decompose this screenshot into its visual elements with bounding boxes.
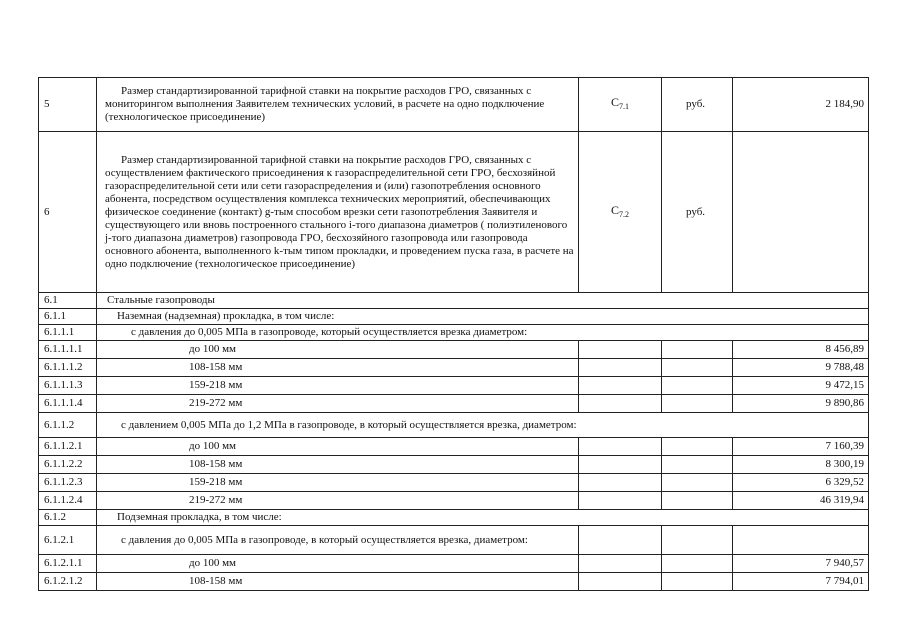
table-row <box>39 555 869 573</box>
table-row <box>39 438 869 456</box>
unit <box>662 341 733 359</box>
row-description-text: 108-158 мм <box>189 575 243 587</box>
rate-value <box>733 526 869 555</box>
rate-symbol <box>579 573 662 591</box>
unit: руб. <box>662 78 733 132</box>
table-row <box>39 492 869 510</box>
row-code: 6.1.1.1 <box>39 325 97 341</box>
unit <box>662 526 733 555</box>
rate-value: 9 890,86 <box>733 395 869 413</box>
row-code: 6.1.1.1.2 <box>39 359 97 377</box>
section-heading: Стальные газопроводы <box>97 293 869 309</box>
rate-symbol <box>579 555 662 573</box>
row-description <box>97 438 579 456</box>
row-description <box>97 395 579 413</box>
rate-symbol-letter: С <box>610 202 619 217</box>
unit <box>662 359 733 377</box>
row-description <box>97 341 579 359</box>
section-heading: с давлением 0,005 МПа до 1,2 МПа в газопроводе, в который осуществляется врезка, диаметром: <box>97 413 869 438</box>
row-code: 6.1 <box>39 293 97 309</box>
rate-value: 6 329,52 <box>733 474 869 492</box>
row-code: 6.1.2.1.1 <box>39 555 97 573</box>
section-heading: Наземная (надземная) прокладка, в том числе: <box>97 309 869 325</box>
row-description-text: 159-218 мм <box>189 379 243 391</box>
table-row <box>39 309 869 325</box>
table-row <box>39 474 869 492</box>
row-description <box>97 492 579 510</box>
rate-value <box>733 132 869 293</box>
rate-symbol <box>579 438 662 456</box>
rate-symbol-subscript: 7.2 <box>619 209 629 219</box>
row-description-text: до 100 мм <box>189 343 237 355</box>
rate-symbol-letter: С <box>610 95 619 109</box>
row-description-text: 108-158 мм <box>189 458 243 470</box>
row-description <box>97 555 579 573</box>
rate-symbol <box>579 377 662 395</box>
table-row <box>39 526 869 555</box>
row-description-text: 159-218 мм <box>189 476 243 488</box>
row-code: 6.1.1.1.1 <box>39 341 97 359</box>
unit <box>662 573 733 591</box>
row-code: 6.1.1.2.2 <box>39 456 97 474</box>
rate-symbol <box>579 395 662 413</box>
row-description-text: 219-272 мм <box>189 494 243 506</box>
section-heading: Подземная прокладка, в том числе: <box>97 510 869 526</box>
unit <box>662 474 733 492</box>
table-row <box>39 377 869 395</box>
row-description <box>97 474 579 492</box>
rate-value: 46 319,94 <box>733 492 869 510</box>
rate-value: 7 160,39 <box>733 438 869 456</box>
rate-symbol <box>579 341 662 359</box>
unit <box>662 555 733 573</box>
row-description-text: с давления до 0,005 МПа в газопроводе, в который осуществляется врезка, диаметром: <box>121 533 528 546</box>
rate-value: 7 940,57 <box>733 555 869 573</box>
rate-symbol <box>579 474 662 492</box>
table-row <box>39 78 869 132</box>
row-code: 6.1.1.2.3 <box>39 474 97 492</box>
table-row <box>39 132 869 293</box>
tariff-table-body <box>39 78 869 591</box>
table-row <box>39 359 869 377</box>
row-code: 6.1.1.2.1 <box>39 438 97 456</box>
row-code: 6.1.1 <box>39 309 97 325</box>
row-description <box>97 78 579 132</box>
rate-value: 2 184,90 <box>733 78 869 132</box>
unit <box>662 395 733 413</box>
table-row <box>39 325 869 341</box>
unit <box>662 456 733 474</box>
unit <box>662 492 733 510</box>
rate-value: 9 472,15 <box>733 377 869 395</box>
row-code: 6 <box>39 132 97 293</box>
unit <box>662 438 733 456</box>
row-code: 6.1.1.1.4 <box>39 395 97 413</box>
row-description <box>97 526 579 555</box>
row-description-text: Размер стандартизированной тарифной ставки на покрытие расходов ГРО, связанных с осуществлением фактического присоединения к газораспределительной сети ГРО, бесхозяйной газораспределительной сети или сети газораспределения и (или) газопотребления основного абонента, посредством осуществления комплекса технических мероприятий, обеспечивающих физическое соединение (контакт) g-тым способом врезки сети газопотребления Заявителя и существующего или вновь построенного стального i-того диапазона диаметров ( полиэтиленового j-того диапазона диаметров) газопровода ГРО, бесхозяйного газопровода или газопровода основного абонента, выполненного k-тым типом прокладки, и проведением пуска газа, в расчете на одно подключение (технологическое присоединение) <box>105 153 574 270</box>
section-heading: с давления до 0,005 МПа в газопроводе, который осуществляется врезка диаметром: <box>97 325 869 341</box>
row-description-text: 219-272 мм <box>189 397 243 409</box>
row-code: 6.1.2 <box>39 510 97 526</box>
row-code: 6.1.1.1.3 <box>39 377 97 395</box>
row-code: 6.1.1.2.4 <box>39 492 97 510</box>
rate-symbol-subscript: 7.1 <box>619 102 629 111</box>
row-description <box>97 377 579 395</box>
table-row <box>39 341 869 359</box>
row-description-text: до 100 мм <box>189 440 237 452</box>
table-row <box>39 573 869 591</box>
row-code: 6.1.2.1.2 <box>39 573 97 591</box>
table-row <box>39 395 869 413</box>
rate-value: 8 456,89 <box>733 341 869 359</box>
row-description <box>97 573 579 591</box>
table-row <box>39 510 869 526</box>
table-row <box>39 456 869 474</box>
rate-symbol <box>579 492 662 510</box>
table-row <box>39 413 869 438</box>
row-description-text: до 100 мм <box>189 557 237 569</box>
rate-symbol <box>579 78 662 132</box>
table-row <box>39 293 869 309</box>
row-code: 5 <box>39 78 97 132</box>
rate-value: 7 794,01 <box>733 573 869 591</box>
row-code: 6.1.2.1 <box>39 526 97 555</box>
unit <box>662 377 733 395</box>
rate-symbol <box>579 526 662 555</box>
row-description <box>97 132 579 293</box>
rate-value: 8 300,19 <box>733 456 869 474</box>
row-description <box>97 456 579 474</box>
tariff-table <box>38 77 869 591</box>
row-code: 6.1.1.2 <box>39 413 97 438</box>
row-description <box>97 359 579 377</box>
row-description-text: 108-158 мм <box>189 361 243 373</box>
rate-symbol <box>579 132 662 293</box>
rate-value: 9 788,48 <box>733 359 869 377</box>
rate-symbol <box>579 359 662 377</box>
unit: руб. <box>662 132 733 293</box>
row-description-text: Размер стандартизированной тарифной ставки на покрытие расходов ГРО, связанных с мониторингом выполнения Заявителем технических условий, в расчете на одно подключение (технологическое присоединение) <box>105 85 545 123</box>
rate-symbol <box>579 456 662 474</box>
